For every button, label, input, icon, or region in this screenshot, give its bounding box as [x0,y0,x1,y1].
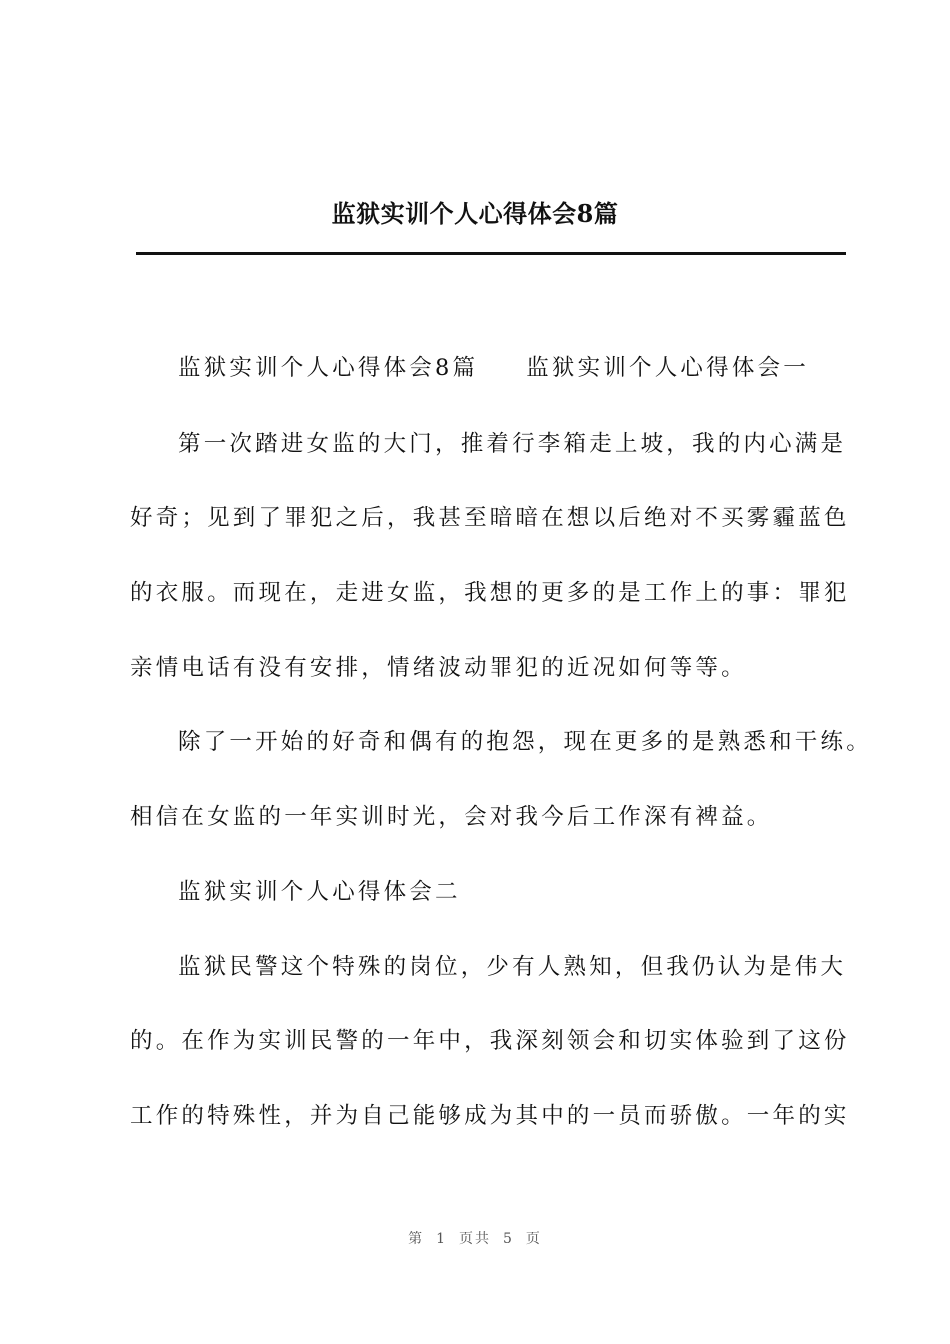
body-line-4: 的衣服。而现在，走进女监，我想的更多的是工作上的事：罪犯 [130,580,850,606]
body-line-7: 相信在女监的一年实训时光，会对我今后工作深有裨益。 [130,804,773,830]
section-heading-1: 监狱实训个人心得体会一 [526,355,809,381]
body-line-6: 除了一开始的好奇和偶有的抱怨，现在更多的是熟悉和干练。 [178,729,872,755]
footer-mid: 页共 [459,1231,491,1247]
body-line-2: 第一次踏进女监的大门，推着行李箱走上坡，我的内心满是 [178,431,847,457]
page-footer [0,1228,950,1248]
footer-suffix: 页 [525,1231,542,1247]
footer-prefix: 第 [408,1231,425,1247]
footer-total-pages: 5 [503,1231,514,1247]
body-line-5: 亲情电话有没有安排，情绪波动罪犯的近况如何等等。 [130,655,747,681]
section-heading-2: 监狱实训个人心得体会二 [178,879,461,905]
body-line-9: 监狱民警这个特殊的岗位，少有人熟知，但我仍认为是伟大 [178,954,847,980]
title-underline [136,252,846,255]
body-line-3: 好奇；见到了罪犯之后，我甚至暗暗在想以后绝对不买雾霾蓝色 [130,505,850,531]
body-line-11: 工作的特殊性，并为自己能够成为其中的一员而骄傲。一年的实 [130,1103,850,1129]
document-title: 监狱实训个人心得体会8篇 [331,199,619,228]
intro-heading: 监狱实训个人心得体会8篇 [178,355,479,381]
body-line-10: 的。在作为实训民警的一年中，我深刻领会和切实体验到了这份 [130,1028,850,1054]
footer-current-page: 1 [436,1231,447,1247]
body-line-1 [178,350,809,386]
